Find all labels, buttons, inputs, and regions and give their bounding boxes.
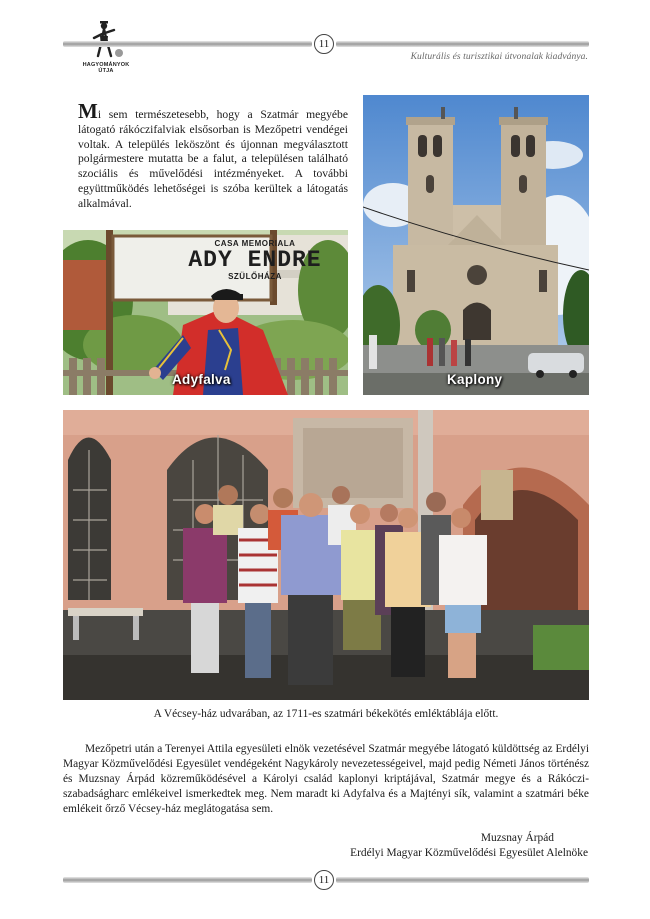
group-photo-icon [63,410,589,700]
header-rule-left [63,41,312,47]
footer-rule-right [336,877,589,883]
intro-text: i sem természetesebb, hogy a Szatmár megyébe látogató rákóczifalviak elsősorban is Mezőpetri vendégei voltak. A település leköszönt és újonnan megválasztott polgármestere mutatta be a falut, a településen található szociális és művelődési intézményeket. A további együttműködés lehetőségei is szóba kerültek a látogatás alkalmával. [78,108,348,210]
body-paragraph: Mezőpetri után a Terenyei Attila egyesületi elnök vezetésével Szatmár megyébe látogató küldöttség az Erdélyi Magyar Közművelődési Egyesület vendégeként Nagykároly nevezetességeivel, majd pedig Németi János történész és Muzsnay Árpád közreműködésével a Károlyi család kaplonyi kriptájával, Szatmár megye és a Rákóczi-szabadságharc emlékeivel ismerkedtek meg. Nem maradt ki Adyfalva és a Majtényi sík, valamint a szatmári béke emlékeit őrző Vécsey-ház meglátogatása sem. [63,743,589,815]
photo-adyfalva [63,230,348,395]
sign-line-1: CASA MEMORIALA [214,239,296,248]
footer-rule-left [63,877,312,883]
photo-kaplony [363,95,589,395]
footer-page-number: 11 [314,870,334,890]
logo-text: HAGYOMÁNYOK ÚTJA [82,62,130,74]
photo-label-adyfalva: Adyfalva [172,372,231,387]
photo-label-kaplony: Kaplony [447,372,503,387]
intro-paragraph [78,99,348,212]
church-photo-icon [363,95,589,395]
sign-line-3: SZÜLŐHÁZA [228,272,282,281]
header-tagline: Kulturális és turisztikai útvonalak kiadványa. [410,52,588,62]
photo-group [63,410,589,700]
signature-title: Erdélyi Magyar Közművelődési Egyesület Alelnöke [350,847,588,859]
header-page-number: 11 [314,34,334,54]
header-rule-right [336,41,589,47]
photo-caption: A Vécsey-ház udvarában, az 1711-es szatmári békekötés emléktáblája előtt. [153,708,499,720]
sign-line-2: ADY ENDRE [188,247,322,273]
signature-name: Muzsnay Árpád [480,832,554,844]
intro-dropcap: M [78,99,98,123]
adyfalva-sign [176,239,334,281]
